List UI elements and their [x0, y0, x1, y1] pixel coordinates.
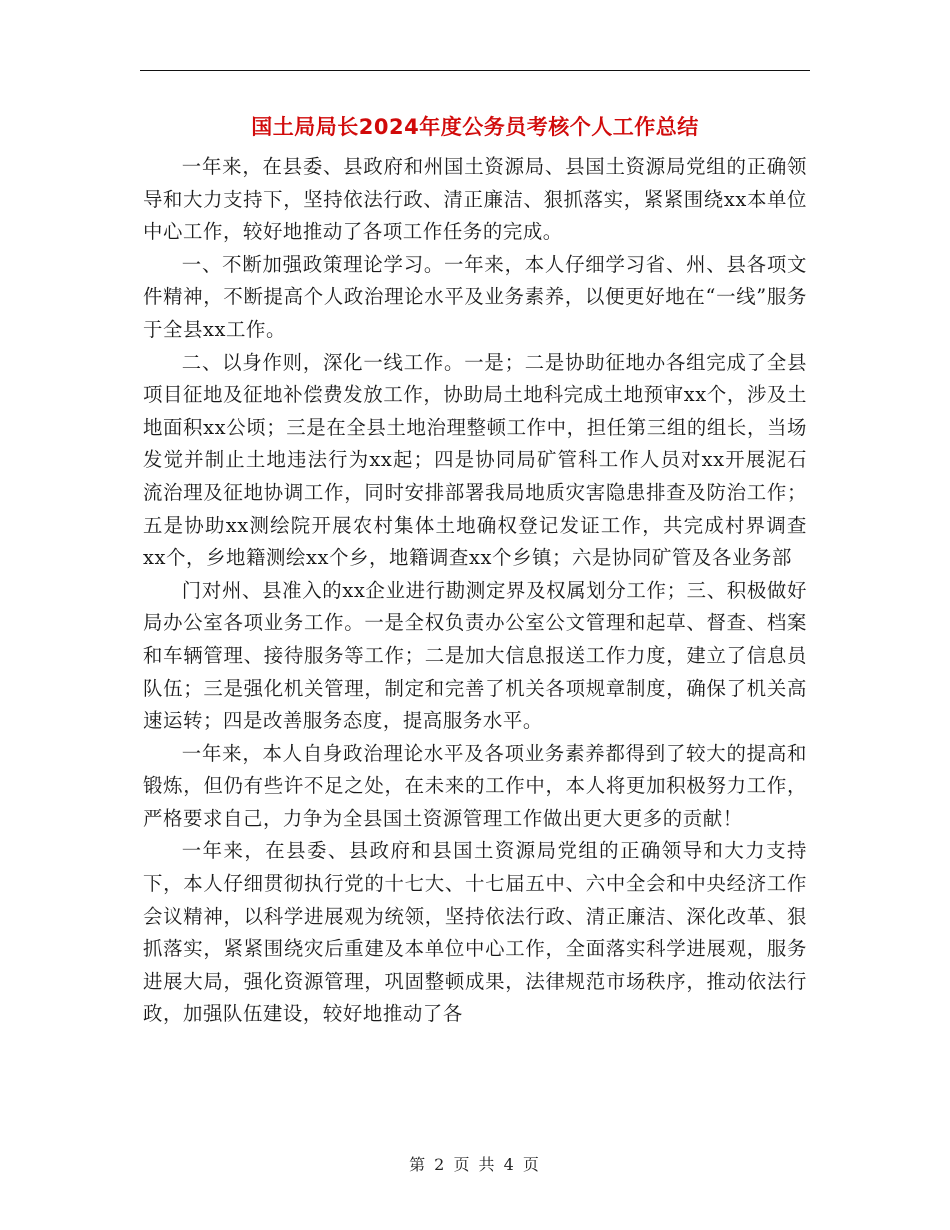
document-body [143, 151, 807, 1031]
paragraph-intro: 一年来，在县委、县政府和州国土资源局、县国土资源局党组的正确领导和大力支持下，坚持依法行政、清正廉洁、狠抓落实，紧紧围绕xx本单位中心工作，较好地推动了各项工作任务的完成。 [143, 155, 807, 244]
page-number-footer: 第 2 页 共 4 页 [409, 1155, 541, 1174]
document-title: 国土局局长2024年度公务员考核个人工作总结 [251, 115, 699, 139]
paragraph-conclusion: 一年来，本人自身政治理论水平及各项业务素养都得到了较大的提高和锻炼，但仍有些许不足之处，在未来的工作中，本人将更加积极努力工作，严格要求自己，力争为全县国土资源管理工作做出更大更多的贡献！ [143, 741, 807, 830]
paragraph-section-2-continued: 门对州、县准入的xx企业进行勘测定界及权属划分工作；三、积极做好局办公室各项业务工作。一是全权负责办公室公文管理和起草、督查、档案和车辆管理、接待服务等工作；二是加大信息报送工作力度，建立了信息员队伍；三是强化机关管理，制定和完善了机关各项规章制度，确保了机关高速运转；四是改善服务态度，提高服务水平。 [143, 578, 807, 733]
paragraph-second-summary: 一年来，在县委、县政府和县国土资源局党组的正确领导和大力支持下，本人仔细贯彻执行党的十七大、十七届五中、六中全会和中央经济工作会议精神，以科学进展观为统领，坚持依法行政、清正廉洁、深化改革、狠抓落实，紧紧围绕灾后重建及本单位中心工作，全面落实科学进展观，服务进展大局，强化资源管理，巩固整顿成果，法律规范市场秩序，推动依法行政，加强队伍建设，较好地推动了各 [143, 839, 807, 1026]
paragraph-section-2: 二、以身作则，深化一线工作。一是；二是协助征地办各组完成了全县项目征地及征地补偿费发放工作，协助局土地科完成土地预审xx个，涉及土地面积xx公顷；三是在全县土地治理整顿工作中，担任第三组的组长，当场发觉并制止土地违法行为xx起；四是协同局矿管科工作人员对xx开展泥石流治理及征地协调工作，同时安排部署我局地质灾害隐患排查及防治工作；五是协助xx测绘院开展农村集体土地确权登记发证工作，共完成村界调查xx个，乡地籍测绘xx个乡，地籍调查xx个乡镇；六是协同矿管及各业务部 [143, 350, 807, 570]
paragraph-section-1: 一、不断加强政策理论学习。一年来，本人仔细学习省、州、县各项文件精神，不断提高个人政治理论水平及业务素养，以便更好地在“一线”服务于全县xx工作。 [143, 252, 807, 341]
header-rule [140, 70, 810, 71]
